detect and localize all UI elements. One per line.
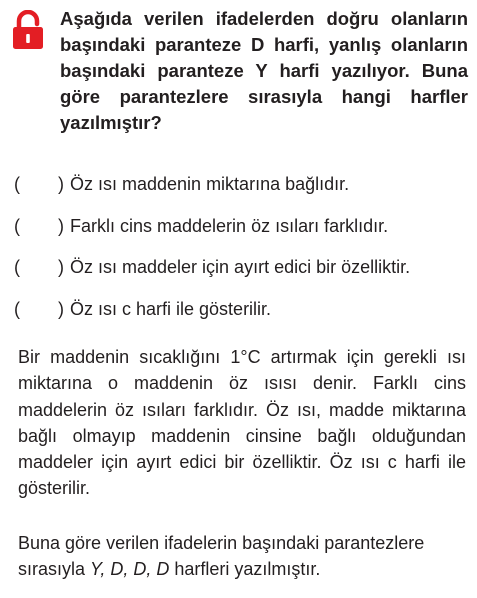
statement-item — [14, 247, 469, 289]
close-parenthesis: ) — [58, 298, 64, 319]
open-parenthesis: ( — [14, 257, 20, 278]
conclusion-suffix: harfleri yazılmıştır. — [169, 559, 321, 580]
open-parenthesis: ( — [14, 215, 20, 236]
open-parenthesis: ( — [14, 298, 20, 319]
statement-text: Farklı cins maddelerin öz ısıları farklıdır. — [70, 215, 389, 236]
statement-item — [14, 206, 469, 248]
statement-list — [14, 164, 469, 330]
close-parenthesis: ) — [58, 257, 64, 278]
answer-letters: Y, D, D, D — [90, 559, 170, 580]
statement-text: Öz ısı maddeler için ayırt edici bir özelliktir. — [70, 257, 411, 278]
open-parenthesis: ( — [14, 174, 20, 195]
close-parenthesis: ) — [58, 215, 64, 236]
conclusion-paragraph — [18, 530, 466, 583]
statement-item — [14, 289, 469, 331]
explanation-paragraph: Bir maddenin sıcaklığını 1°C artırmak için gerekli ısı miktarına o maddenin öz ısısı denir. Farklı cins maddelerin öz ısıları farklıdır. Öz ısı, madde miktarına bağlı olmayıp maddenin cinsine bağlı olduğundan maddeler için ayırt edici bir özelliktir. Öz ısı c harfi ile gösterilir. — [18, 347, 466, 499]
lock-icon — [12, 10, 44, 50]
close-parenthesis: ) — [58, 174, 64, 195]
conclusion-prefix: Buna göre verilen ifadelerin başındaki parantezlere sırasıyla — [18, 533, 425, 580]
statement-text: Öz ısı maddenin miktarına bağlıdır. — [70, 174, 350, 195]
statement-text: Öz ısı c harfi ile gösterilir. — [70, 298, 272, 319]
statement-item — [14, 164, 469, 206]
question-text: Aşağıda verilen ifadelerden doğru olanların başındaki paranteze D harfi, yanlış olanların başındaki paranteze Y harfi yazılıyor. Buna göre parantezlere sırasıyla hangi harfler yazılmıştır? — [60, 8, 468, 133]
